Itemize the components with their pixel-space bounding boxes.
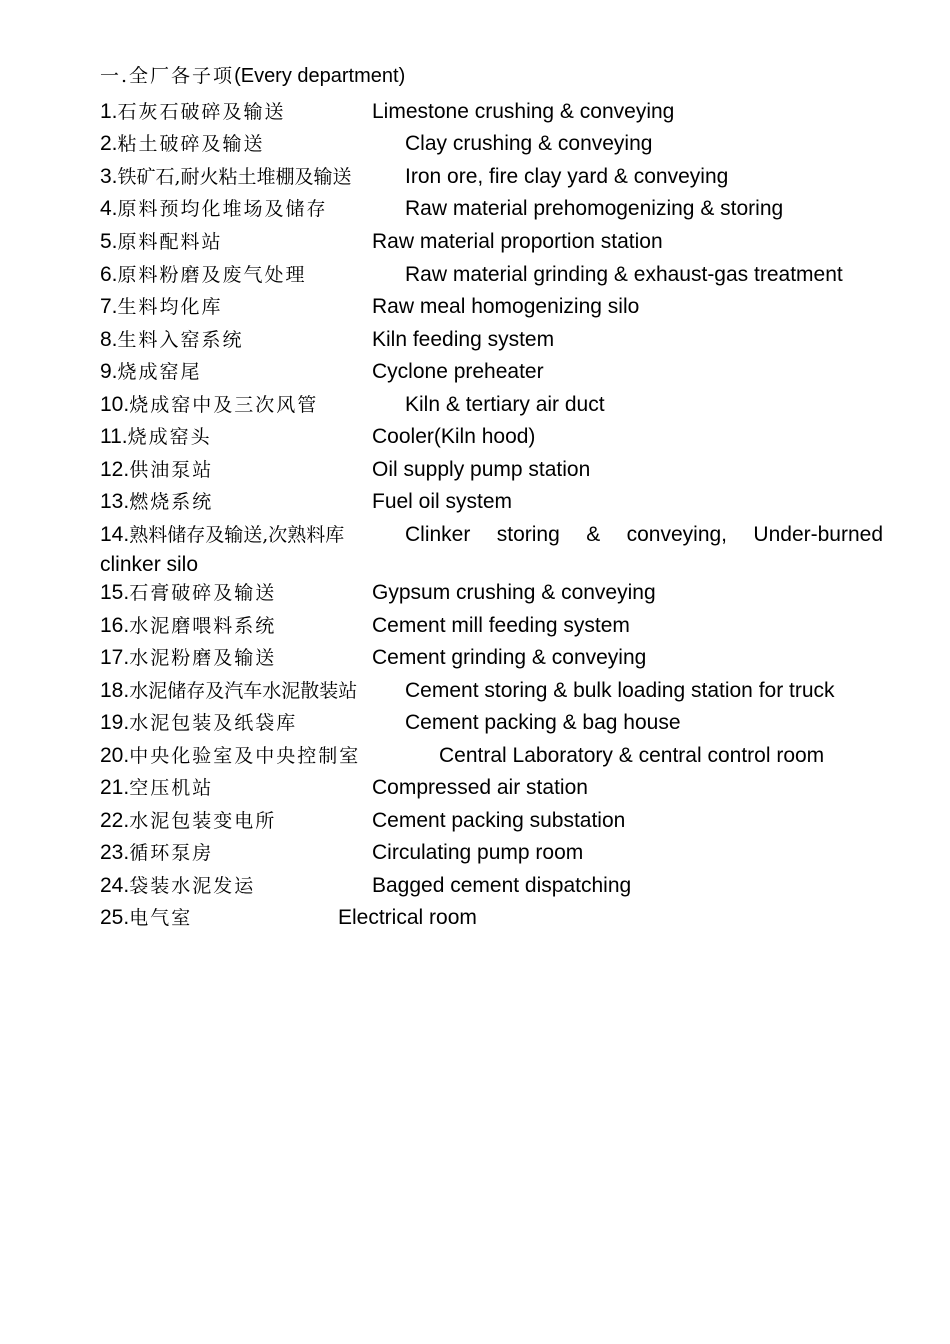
item-number: 20. [100, 744, 130, 767]
list-item [0, 325, 950, 355]
item-english: Circulating pump room [372, 841, 584, 864]
item-number: 14. [100, 523, 130, 546]
item-chinese: 水泥储存及汽车水泥散装站 [129, 680, 358, 702]
item-chinese: 循环泵房 [129, 842, 214, 864]
item-english: Gypsum crushing & conveying [372, 581, 656, 604]
item-number: 4. [100, 197, 118, 220]
item-number: 5. [100, 230, 118, 253]
item-english: Raw material proportion station [372, 230, 663, 253]
item-number: 8. [100, 328, 118, 351]
item-chinese: 烧成窑头 [127, 426, 212, 448]
item-chinese: 原料配料站 [117, 231, 223, 253]
item-english: Cement mill feeding system [372, 614, 630, 637]
item-chinese: 石灰石破碎及输送 [117, 101, 286, 123]
heading-english: (Every department) [234, 65, 406, 87]
list-item [0, 227, 950, 257]
item-chinese: 熟料储存及输送,次熟料库 [129, 524, 345, 546]
item-number: 22. [100, 809, 130, 832]
item-english: Cooler(Kiln hood) [372, 425, 536, 448]
item-number: 21. [100, 776, 130, 799]
list-item [0, 708, 950, 738]
item-chinese: 水泥粉磨及输送 [129, 647, 277, 669]
item-english: Clay crushing & conveying [405, 132, 653, 155]
item-number: 10. [100, 393, 130, 416]
item-english: Kiln feeding system [372, 328, 555, 351]
item-english: Cement storing & bulk loading station for truck [405, 679, 835, 702]
list-item [0, 871, 950, 901]
item-chinese: 中央化验室及中央控制室 [129, 745, 361, 767]
item-chinese: 袋装水泥发运 [129, 875, 256, 897]
item-english: Kiln & tertiary air duct [405, 393, 605, 416]
item-english-continued: clinker silo [100, 553, 199, 576]
item-number: 3. [100, 165, 118, 188]
list-item [0, 643, 950, 673]
list-item [0, 97, 950, 127]
item-english: Cyclone preheater [372, 360, 544, 383]
item-number: 6. [100, 263, 118, 286]
item-number: 25. [100, 906, 130, 929]
item-chinese: 水泥磨喂料系统 [129, 615, 277, 637]
item-number: 2. [100, 132, 118, 155]
item-chinese: 石膏破碎及输送 [129, 582, 277, 604]
list-item [0, 611, 950, 641]
item-number: 7. [100, 295, 118, 318]
item-chinese: 生料均化库 [117, 296, 223, 318]
list-item [0, 487, 950, 517]
item-chinese: 水泥包装变电所 [129, 810, 277, 832]
item-chinese: 空压机站 [129, 777, 214, 799]
list-item [0, 455, 950, 485]
list-item [0, 292, 950, 322]
item-number: 16. [100, 614, 130, 637]
item-english: Iron ore, fire clay yard & conveying [405, 165, 729, 188]
list-item [0, 806, 950, 836]
list-item [0, 422, 950, 452]
item-number: 18. [100, 679, 130, 702]
item-chinese: 原料粉磨及废气处理 [117, 264, 307, 286]
item-number: 12. [100, 458, 130, 481]
heading-chinese: 全厂各子项 [129, 65, 235, 87]
list-item [0, 162, 950, 192]
list-item [0, 903, 950, 933]
item-number: 9. [100, 360, 118, 383]
item-english: Limestone crushing & conveying [372, 100, 675, 123]
item-number: 13. [100, 490, 130, 513]
item-number: 23. [100, 841, 130, 864]
item-english: Raw material grinding & exhaust-gas treatment [405, 263, 843, 286]
item-number: 24. [100, 874, 130, 897]
item-english: Cement grinding & conveying [372, 646, 647, 669]
item-english: Central Laboratory & central control room [439, 744, 825, 767]
item-english: Oil supply pump station [372, 458, 591, 481]
item-chinese: 燃烧系统 [129, 491, 214, 513]
item-chinese: 粘土破碎及输送 [117, 133, 265, 155]
section-heading [100, 62, 405, 90]
list-item [0, 390, 950, 420]
item-english: Cement packing substation [372, 809, 626, 832]
item-chinese: 水泥包装及纸袋库 [129, 712, 298, 734]
item-number: 1. [100, 100, 118, 123]
list-item [0, 676, 950, 706]
heading-prefix: 一. [100, 65, 130, 87]
list-item [0, 838, 950, 868]
item-chinese: 铁矿石,耐火粘土堆棚及输送 [117, 166, 352, 188]
item-english: Fuel oil system [372, 490, 513, 513]
list-item [0, 357, 950, 387]
item-english: Clinker storing & conveying, Under-burned [405, 523, 883, 546]
item-english: Raw material prehomogenizing & storing [405, 197, 784, 220]
item-chinese: 电气室 [129, 907, 193, 929]
item-number: 15. [100, 581, 130, 604]
item-english: Electrical room [338, 906, 477, 929]
item-english: Compressed air station [372, 776, 588, 799]
item-chinese: 烧成窑中及三次风管 [129, 394, 319, 416]
list-item [0, 129, 950, 159]
list-item [0, 260, 950, 290]
item-english: Cement packing & bag house [405, 711, 681, 734]
item-chinese: 原料预均化堆场及储存 [117, 198, 328, 220]
list-item [0, 741, 950, 771]
list-item [0, 194, 950, 224]
item-chinese: 生料入窑系统 [117, 329, 244, 351]
list-item [0, 520, 950, 580]
list-item [0, 578, 950, 608]
item-number: 19. [100, 711, 130, 734]
item-chinese: 供油泵站 [129, 459, 214, 481]
item-chinese: 烧成窑尾 [117, 361, 202, 383]
item-number: 11. [100, 425, 128, 448]
item-number: 17. [100, 646, 130, 669]
item-english: Raw meal homogenizing silo [372, 295, 640, 318]
list-item [0, 773, 950, 803]
item-english: Bagged cement dispatching [372, 874, 632, 897]
